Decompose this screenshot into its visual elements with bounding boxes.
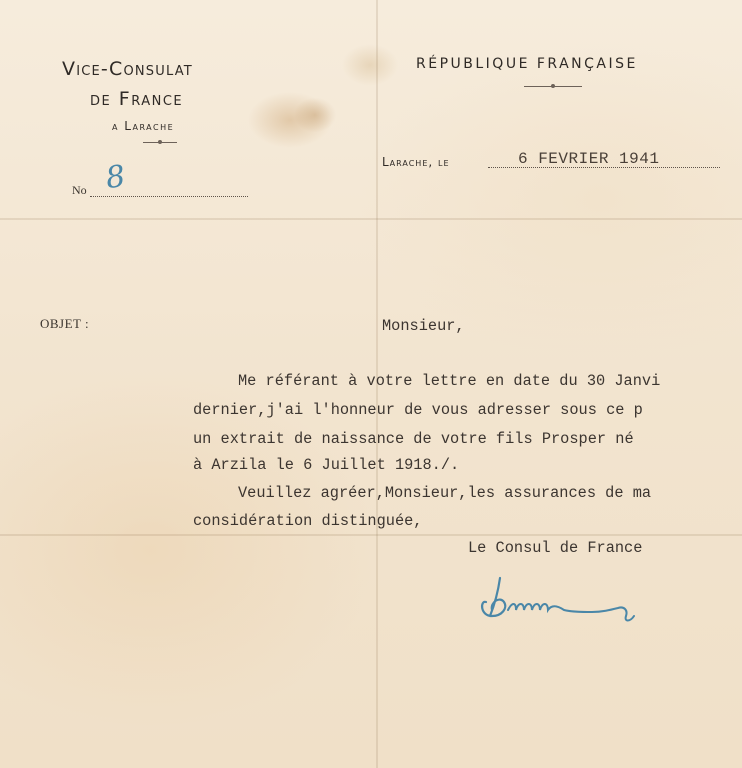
handwritten-signature [478,572,658,632]
body-line: considération distinguée, [193,512,423,530]
letterhead-line3: a Larache [112,119,175,133]
fold-crease [0,534,742,536]
objet-label: OBJET : [40,316,90,331]
number-value-handwritten: 8 [103,158,128,197]
letterhead-line1: Vice-Consulat [62,58,193,80]
body-line: un extrait de naissance de votre fils Prosper né [193,430,634,448]
date-value: 6 FEVRIER 1941 [518,150,660,168]
salutation: Monsieur, [382,317,465,335]
republic-rule-ornament [551,84,555,88]
body-line: à Arzila le 6 Juillet 1918./. [193,456,460,474]
letterhead-line2: de France [90,88,184,110]
place-label: Larache, le [382,155,450,169]
body-line: Veuillez agréer,Monsieur,les assurances de ma [238,484,652,502]
signature-title: Le Consul de France [468,539,643,557]
number-dotted-line [90,196,248,197]
number-label: No [72,183,87,197]
fold-crease [0,218,742,220]
body-line: Me référant à votre lettre en date du 30 Janvi [238,372,661,390]
republic-heading: RÉPUBLIQUE FRANÇAISE [416,56,638,72]
body-line: dernier,j'ai l'honneur de vous adresser sous ce p [193,401,643,419]
letterhead-rule-ornament [158,140,162,144]
